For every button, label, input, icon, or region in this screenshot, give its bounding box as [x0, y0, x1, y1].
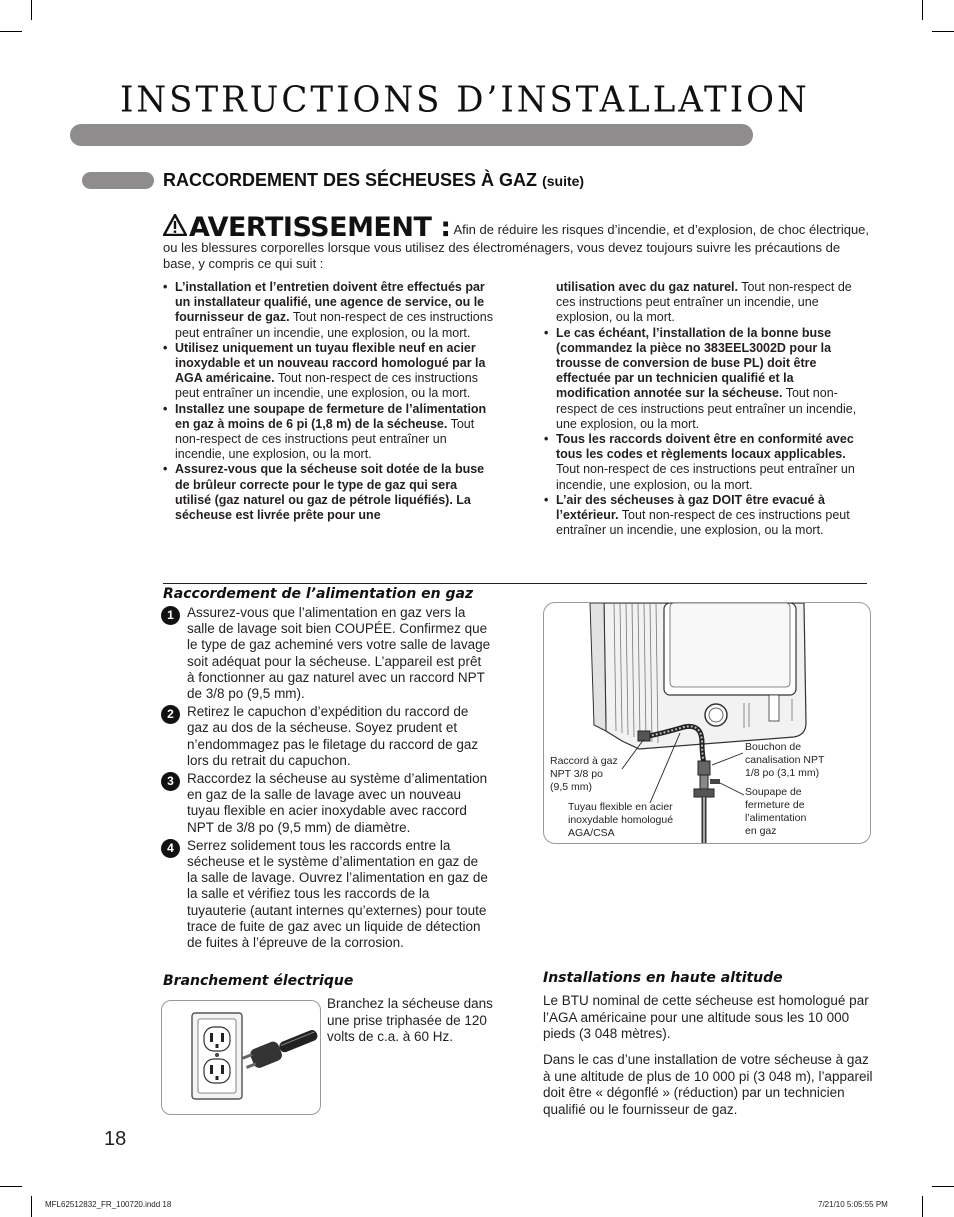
- electrical-heading: Branchement électrique: [163, 973, 354, 989]
- electrical-text: Branchez la sécheuse dans une prise triphasée de 120 volts de c.a. à 60 Hz.: [327, 996, 493, 1044]
- warning-icon: [163, 214, 187, 240]
- bullet-item: [544, 326, 869, 432]
- section-pill: [82, 172, 154, 189]
- section-title-text: RACCORDEMENT DES SÉCHEUSES À GAZ: [163, 170, 538, 190]
- outlet-plug-icon: [162, 1001, 320, 1114]
- outlet-illustration: [161, 1000, 321, 1115]
- crop-mark: [932, 31, 954, 32]
- bullet-bold-text: L’installation et l’entretien doivent être effectués par un installateur qualifié, une agence de service, ou le fournisseur de gaz.: [175, 280, 485, 325]
- altitude-heading: Installations en haute altitude: [543, 970, 783, 986]
- step-text: Retirez le capuchon d’expédition du raccord de gaz au dos de la sécheuse. Soyez prudent et n’endommagez pas le filetage du raccord de gaz lors du retrait du capuchon.: [187, 704, 479, 768]
- page-number: 18: [104, 1128, 127, 1150]
- bullet-item: [163, 280, 493, 341]
- step-text: Assurez-vous que l’alimentation en gaz vers la salle de lavage soit bien COUPÉE. Confirmez que le type de gaz acheminé vers votre salle de lavage soit adéquat pour la sécheuse. L’appareil est prêt à fonctionner au gaz naturel avec un raccord NPT de 3/8 po (9,5 mm).: [187, 605, 491, 702]
- right-bullets: [544, 280, 869, 538]
- bullet-item: [544, 432, 869, 493]
- bullet-text: Tout non-respect de ces instructions peut entraîner un incendie, une explosion, ou la mort.: [175, 310, 493, 340]
- crop-mark: [0, 31, 22, 32]
- step-text: Serrez solidement tous les raccords entre la sécheuse et le système d’alimentation en gaz de la salle de lavage. Ouvrez l’alimentation en gaz de la salle et vérifiez tous les raccords de la tuyauterie (autant internes qu’externes) pour toute trace de fuite de gaz avec un liquide de détection de fuites à l’épreuve de la corrosion.: [187, 837, 488, 951]
- header-bar: [70, 124, 753, 146]
- bullet-text: Tout non-respect de ces instructions peut entraîner un incendie, une explosion, ou la mort.: [175, 371, 478, 401]
- step-text: Raccordez la sécheuse au système d’alimentation en gaz de la salle de lavage avec un nouveau tuyau flexible en acier inoxydable avec raccord NPT de 3/8 po (9,5 mm) de diamètre.: [187, 771, 488, 835]
- bullet-bold-text: Le cas échéant, l’installation de la bonne buse (commandez la pièce no 383EEL3002D pour la trousse de conversion de buse PL) doit être effectuée par un technicien qualifié et la modification annotée sur la sécheuse.: [556, 325, 832, 401]
- warning-label: AVERTISSEMENT :: [189, 212, 451, 243]
- crop-mark: [922, 1196, 923, 1217]
- page-title: INSTRUCTIONS D’INSTALLATION: [120, 79, 810, 121]
- bullet-text: Tout non-respect de ces instructions peut entraîner un incendie, une explosion, ou la mort.: [556, 280, 852, 325]
- gas-steps: [161, 605, 491, 953]
- bullet-text: Tout non-respect de ces instructions peut entraîner un incendie, une explosion, ou la mort.: [556, 508, 850, 538]
- crop-mark: [31, 0, 32, 20]
- section-title: [163, 170, 584, 191]
- bullet-item: [163, 462, 493, 523]
- bullet-bold-text: Installez une soupape de fermeture de l’alimentation en gaz à moins de 6 pi (1,8 m) de la sécheuse.: [175, 401, 487, 431]
- label-flexible-hose: Tuyau flexible en acier inoxydable homologué AGA/CSA: [568, 801, 674, 839]
- label-shutoff-valve: Soupape de fermeture de l’alimentation en gaz: [745, 786, 807, 837]
- gas-connection-diagram: [543, 602, 871, 844]
- footer-date: 7/21/10 5:05:55 PM: [818, 1200, 888, 1209]
- bullet-item: [544, 280, 869, 326]
- step-number: 4: [161, 839, 180, 858]
- label-gas-fitting: Raccord à gaz NPT 3/8 po (9,5 mm): [550, 755, 618, 793]
- warning-block: [163, 214, 873, 272]
- bullet-item: [163, 402, 493, 463]
- step-number: 3: [161, 772, 180, 791]
- crop-mark: [932, 1186, 954, 1187]
- step-number: 1: [161, 606, 180, 625]
- step-item: [161, 605, 491, 702]
- altitude-paragraph-1: Le BTU nominal de cette sécheuse est homologué par l’AGA américaine pour une altitude sous les 10 000 pieds (3 048 mètres).: [543, 993, 869, 1041]
- warning-intro: Afin de réduire les risques d’incendie, et d’explosion, de choc électrique, ou les blessures corporelles lorsque vous utilisez des électroménagers, vous devez toujours suivre les précautions de base, y compris ce qui suit :: [163, 222, 870, 271]
- bullet-bold-text: utilisation avec du gaz naturel.: [556, 280, 738, 294]
- section-title-suffix: (suite): [542, 173, 585, 189]
- bullet-text: Tout non-respect de ces instructions peut entraîner un incendie, une explosion, ou la mort.: [556, 462, 855, 492]
- bullet-bold-text: Utilisez uniquement un tuyau flexible neuf en acier inoxydable et un nouveau raccord homologué par la AGA américaine.: [175, 340, 486, 386]
- step-number: 2: [161, 705, 180, 724]
- footer-file: MFL62512832_FR_100720.indd 18: [45, 1200, 172, 1209]
- crop-mark: [0, 1186, 22, 1187]
- left-bullets: [163, 280, 493, 523]
- step-item: [161, 771, 491, 836]
- divider: [163, 583, 867, 584]
- crop-mark: [922, 0, 923, 20]
- bullet-item: [163, 341, 493, 402]
- step-item: [161, 704, 491, 769]
- bullet-bold-text: L’air des sécheuses à gaz DOIT être evacué à l’extérieur.: [556, 492, 825, 523]
- bullet-bold-text: Assurez-vous que la sécheuse soit dotée de la buse de brûleur correcte pour le type de gaz qui sera utilisé (gaz naturel ou gaz de pétrole liquéfiés). La sécheuse est livrée prête pour une: [175, 462, 485, 523]
- altitude-paragraph-2: Dans le cas d’une installation de votre sécheuse à gaz à une altitude de plus de 10 000 pi (3 048 m), l’appareil doit être « dégonflé » (réduction) par un technicien qualifié ou le fournisseur de gaz.: [543, 1052, 873, 1117]
- bullet-text: Tout non-respect de ces instructions peut entraîner un incendie, une explosion, ou la mort.: [556, 386, 857, 431]
- bullet-item: [544, 493, 869, 539]
- step-item: [161, 838, 491, 951]
- label-pipe-plug: Bouchon de canalisation NPT 1/8 po (3,1 mm): [745, 741, 825, 779]
- gas-connection-heading: Raccordement de l’alimentation en gaz: [163, 586, 474, 602]
- crop-mark: [31, 1196, 32, 1217]
- bullet-bold-text: Tous les raccords doivent être en conformité avec tous les codes et règlements locaux applicables.: [556, 432, 854, 462]
- bullet-text: Tout non-respect de ces instructions peut entraîner un incendie, une explosion, ou la mort.: [175, 416, 475, 462]
